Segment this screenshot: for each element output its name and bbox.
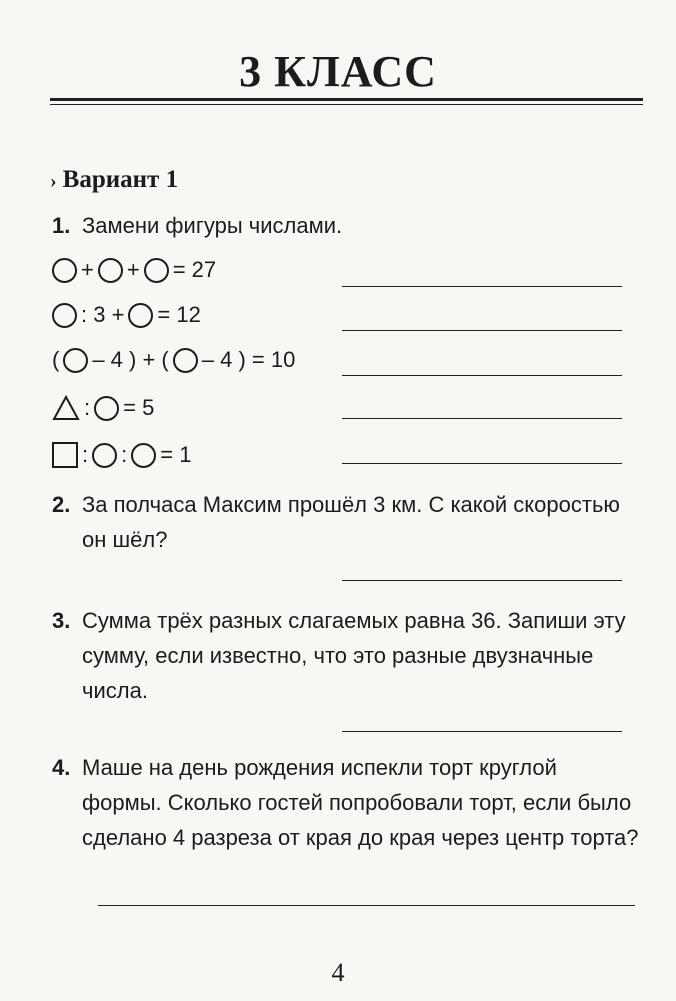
variant-label: Вариант 1 — [62, 166, 179, 193]
circle-shape — [94, 396, 119, 421]
task-text: Замени фигуры числами. — [82, 213, 343, 238]
equation-1: + + = 27 — [50, 255, 218, 285]
chevron-right-icon: › — [50, 170, 57, 192]
answer-line[interactable] — [342, 330, 622, 331]
answer-line[interactable] — [342, 375, 622, 376]
task-text: Маше на день рождения испекли торт круглой формы. Сколько гостей попробовали торт, если было сделано 4 разреза от края до края через центр торта? — [82, 755, 639, 850]
circle-shape — [52, 258, 77, 283]
answer-line[interactable] — [342, 286, 622, 287]
task-number: 2. — [52, 492, 71, 517]
triangle-shape — [52, 395, 80, 421]
circle-shape — [98, 258, 123, 283]
task-2 — [52, 487, 642, 557]
circle-shape — [128, 303, 153, 328]
variant-heading — [50, 166, 178, 194]
page-title: 3 КЛАСС — [239, 47, 437, 96]
title-underline-thin — [50, 104, 643, 105]
answer-line[interactable] — [342, 731, 622, 732]
answer-line[interactable] — [98, 905, 635, 906]
task-text: Сумма трёх разных слагаемых равна 36. Запиши эту сумму, если известно, что это разные двузначные числа. — [82, 608, 626, 703]
answer-line[interactable] — [342, 463, 622, 464]
circle-shape — [144, 258, 169, 283]
task-3 — [52, 603, 642, 708]
circle-shape — [52, 303, 77, 328]
task-number: 3. — [52, 608, 71, 633]
task-number: 4. — [52, 755, 71, 780]
page-number: 4 — [331, 958, 345, 987]
circle-shape — [92, 443, 117, 468]
square-shape — [52, 442, 78, 468]
task-number: 1. — [52, 213, 71, 238]
equation-4: : = 5 — [50, 393, 156, 423]
circle-shape — [173, 348, 198, 373]
equation-3: ( – 4 ) + ( – 4 ) = 10 — [52, 347, 296, 372]
answer-line[interactable] — [342, 418, 622, 419]
equation-2: : 3 + = 12 — [50, 300, 203, 330]
equation-5: : : = 1 — [50, 440, 193, 470]
task-4 — [52, 750, 642, 855]
answer-line[interactable] — [342, 580, 622, 581]
task-text: За полчаса Максим прошёл 3 км. С какой скоростью он шёл? — [82, 492, 620, 552]
circle-shape — [63, 348, 88, 373]
circle-shape — [131, 443, 156, 468]
title-underline-thick — [50, 98, 643, 101]
task-1 — [52, 208, 642, 243]
